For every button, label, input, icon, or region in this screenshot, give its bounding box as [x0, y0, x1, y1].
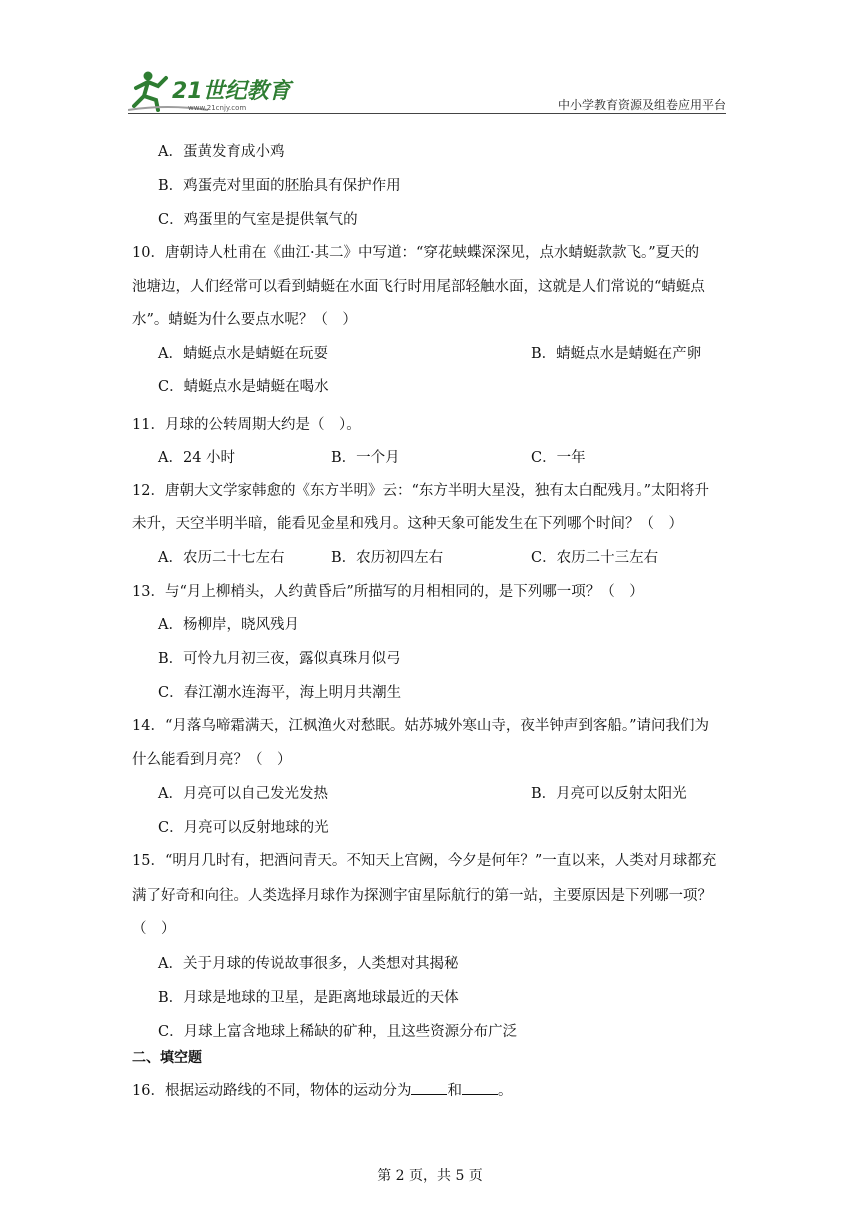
page-footer: 第 2 页，共 5 页 — [377, 1168, 483, 1184]
answer-option[interactable]: B．可怜九月初三夜，露似真珠月似弓 — [158, 651, 401, 667]
page-header — [128, 66, 726, 116]
question-16-prefix: 16．根据运动路线的不同，物体的运动分为 — [132, 1083, 412, 1099]
header-platform-text: 中小学教育资源及组卷应用平台 — [557, 98, 726, 112]
question-16-mid: 和 — [447, 1083, 462, 1099]
answer-option[interactable]: B．蜻蜓点水是蜻蜓在产卵 — [531, 346, 702, 362]
answer-option[interactable]: A．蜻蜓点水是蜻蜓在玩耍 — [158, 346, 328, 362]
answer-option[interactable]: C．鸡蛋里的气室是提供氧气的 — [158, 212, 358, 228]
logo-url: www.21cnjy.com — [188, 104, 247, 112]
answer-option[interactable]: A．关于月球的传说故事很多，人类想对其揭秘 — [158, 956, 459, 972]
question-text-line: 15．“明月几时有，把酒问青天。不知天上宫阙，今夕是何年？”一直以来，人类对月球都充 — [132, 853, 717, 869]
answer-option[interactable]: A．农历二十七左右 — [158, 550, 285, 566]
question-text-line: 满了好奇和向往。人类选择月球作为探测宇宙星际航行的第一站，主要原因是下列哪一项？ — [132, 888, 712, 904]
answer-option[interactable]: C．春江潮水连海平，海上明月共潮生 — [158, 685, 402, 701]
answer-option[interactable]: B．农历初四左右 — [331, 550, 444, 566]
answer-option[interactable]: C．蜻蜓点水是蜻蜓在喝水 — [158, 379, 329, 395]
answer-option[interactable]: B．月球是地球的卫星，是距离地球最近的天体 — [158, 990, 459, 1006]
question-text-line: 11．月球的公转周期大约是（ ）。 — [132, 417, 361, 433]
answer-blank-1[interactable] — [411, 1080, 447, 1095]
question-16 — [132, 1080, 512, 1101]
answer-option[interactable]: C．农历二十三左右 — [531, 550, 659, 566]
header-divider — [128, 113, 726, 114]
question-text-line: 12．唐朝大文学家韩愈的《东方半明》云：“东方半明大星没，独有太白配残月。”太阳将升 — [132, 483, 710, 499]
answer-option[interactable]: A．24 小时 — [158, 450, 236, 466]
answer-option[interactable]: C．一年 — [531, 450, 586, 466]
question-text-line: 14．“月落乌啼霜满天，江枫渔火对愁眠。姑苏城外寒山寺，夜半钟声到客船。”请问我们为 — [132, 718, 710, 734]
section-heading-fill-blank: 二、填空题 — [132, 1050, 202, 1066]
answer-option[interactable]: B．一个月 — [331, 450, 400, 466]
question-text-line: 池塘边，人们经常可以看到蜻蜓在水面飞行时用尾部轻触水面，这就是人们常说的“蜻蜓点 — [132, 279, 705, 295]
question-text-line: 未升，天空半明半暗，能看见金星和残月。这种天象可能发生在下列哪个时间？（ ） — [132, 516, 683, 532]
question-text-line: 水”。蜻蜓为什么要点水呢？（ ） — [132, 312, 357, 328]
question-16-suffix: 。 — [497, 1083, 513, 1099]
question-text-line: （ ） — [132, 921, 176, 937]
question-text-line: 13．与“月上柳梢头，人约黄昏后”所描写的月相相同的，是下列哪一项？（ ） — [132, 584, 644, 600]
answer-blank-2[interactable] — [462, 1080, 498, 1095]
answer-option[interactable]: A．杨柳岸，晓风残月 — [158, 617, 299, 633]
answer-option[interactable]: B．鸡蛋壳对里面的胚胎具有保护作用 — [158, 178, 401, 194]
answer-option[interactable]: B．月亮可以反射太阳光 — [531, 786, 687, 802]
answer-option[interactable]: C．月球上富含地球上稀缺的矿种，且这些资源分布广泛 — [158, 1024, 518, 1040]
question-text-line: 10．唐朝诗人杜甫在《曲江·其二》中写道：“穿花蛱蝶深深见，点水蜻蜓款款飞。”夏天的 — [132, 245, 700, 261]
logo-text: 21世纪教育 — [172, 79, 291, 104]
logo-21cnjy — [128, 66, 298, 116]
question-text-line: 什么能看到月亮？（ ） — [132, 752, 292, 768]
answer-option[interactable]: A．蛋黄发育成小鸡 — [158, 144, 285, 160]
answer-option[interactable]: A．月亮可以自己发光发热 — [158, 786, 328, 802]
answer-option[interactable]: C．月亮可以反射地球的光 — [158, 820, 329, 836]
